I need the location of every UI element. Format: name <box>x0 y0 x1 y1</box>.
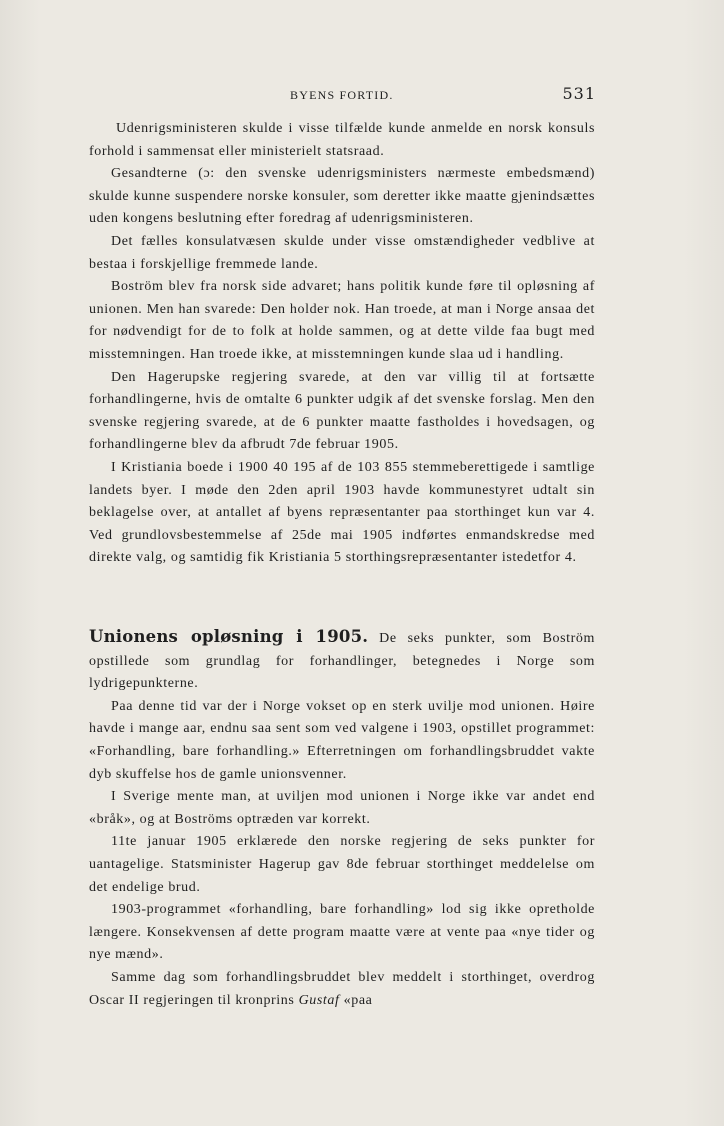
paragraph: Boström blev fra norsk side advaret; hans politik kunde føre til opløsning af unionen. Men han svarede: Den holder nok. Han troede, at man i Norge ansaa det for nødvendigt for de to folk at holde sammen, og at dette vilde faa bugt med misstemningen. Han troede ikke, at misstemningen kunde slaa ud i handling. <box>89 279 595 362</box>
person-name: Gustaf <box>298 992 340 1008</box>
paragraph: I Kristiania boede i 1900 40 195 af de 103 855 stemmeberettigede i samtlige landets byer. I møde den 2den april 1903 havde kommunestyret udtalt sin beklagelse over, at antallet af byens repræsentanter paa storthinget kun var 4. Ved grundlovsbestemmelse af 25de mai 1905 indførtes enmandskredse med direkte valg, og samtidig fik Kristiania 5 storthingsrepræsentanter istedetfor 4. <box>89 459 595 566</box>
section-intro: De seks punkter, som Boström opstillede som grundlag for forhandlinger, betegnedes i Norge som lydrigepunkterne. <box>89 631 595 692</box>
page-header <box>90 86 596 108</box>
section-intro-paragraph <box>89 626 595 696</box>
last-paragraph-start: Samme dag som forhandlingsbruddet blev meddelt i storthinget, overdrog Oscar II regjeringen til kronprins <box>89 969 595 1008</box>
running-head: BYENS FORTID. <box>290 88 394 102</box>
paragraph: Udenrigsministeren skulde i visse tilfælde kunde anmelde en norsk konsuls forhold i sammensat eller ministerielt statsraad. <box>89 121 595 159</box>
last-paragraph-end: «paa <box>339 992 373 1008</box>
body-text <box>89 118 595 570</box>
paragraph: 11te januar 1905 erklærede den norske regjering de seks punkter for uantagelige. Statsminister Hagerup gav 8de februar storthinget meddelelse om det endelige brud. <box>89 834 595 895</box>
paragraph: Gesandterne (ɔ: den svenske udenrigsministers nærmeste embedsmænd) skulde kunne suspendere norske konsuler, som deretter ikke maatte gjenindsættes uden kongens beslutning efter foredrag af udenrigsministeren. <box>89 166 595 227</box>
paragraph: Paa denne tid var der i Norge vokset op en sterk uvilje mod unionen. Høire havde i mange aar, endnu saa sent som ved valgene i 1903, opstillet programmet: «Forhandling, bare forhandling.» Efterretningen om forhandlingsbruddet vakte dyb skuffelse hos de gamle unionsvenner. <box>89 698 595 782</box>
page-number: 531 <box>562 84 596 103</box>
paragraph: I Sverige mente man, at uviljen mod unionen i Norge ikke var andet end «bråk», og at Boströms optræden var korrekt. <box>89 789 595 827</box>
paragraph: 1903-programmet «forhandling, bare forhandling» lod sig ikke opretholde længere. Konsekvensen af dette program maatte være at vente paa «nye tider og nye mænd». <box>89 902 595 963</box>
section-union-dissolution <box>89 626 595 1012</box>
paragraph: Den Hagerupske regjering svarede, at den var villig til at fortsætte forhandlingerne, hvis de omtalte 6 punkter udgik af det svenske forslag. Men den svenske regjering svarede, at de 6 punkter maatte fastholdes i hovedsagen, og forhandlingerne blev da afbrudt 7de februar 1905. <box>89 369 595 453</box>
paragraph <box>89 967 595 1012</box>
section-title: Unionens opløsning i 1905. <box>89 627 369 646</box>
paragraph: Det fælles konsulatvæsen skulde under visse omstændigheder vedblive at bestaa i forskjellige fremmede lande. <box>89 233 595 272</box>
